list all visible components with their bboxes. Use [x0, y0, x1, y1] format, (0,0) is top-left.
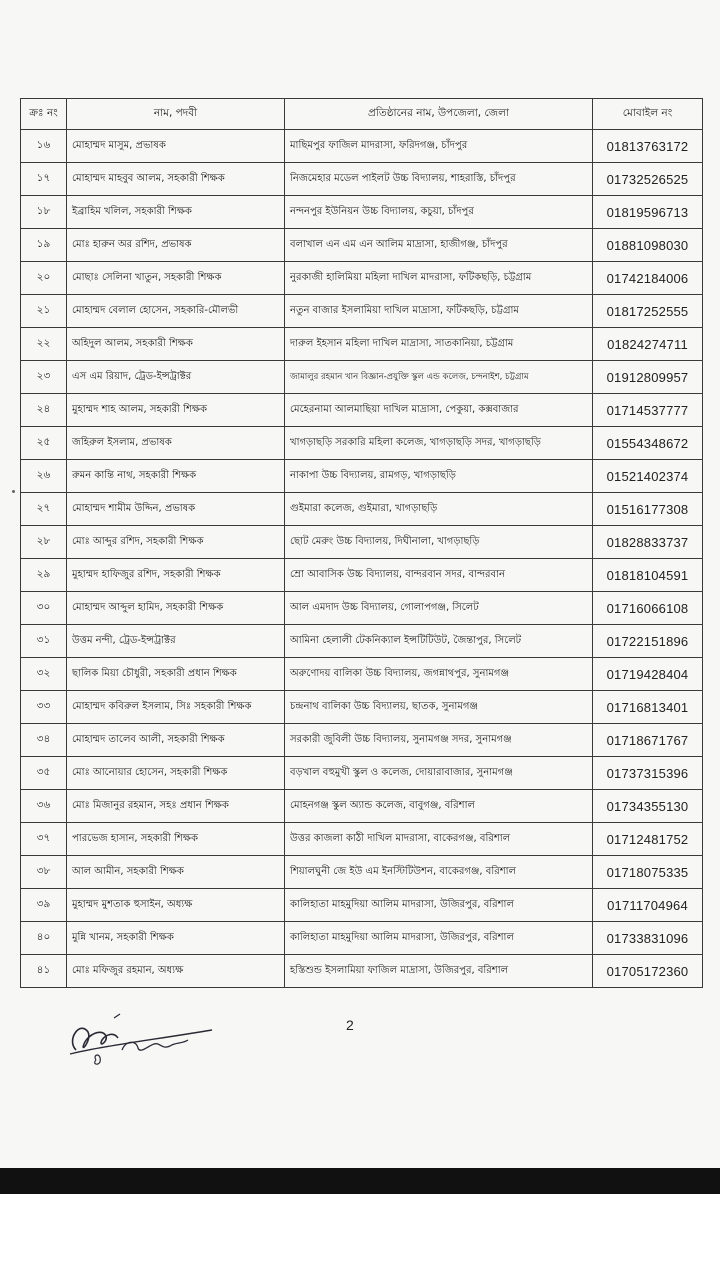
name-designation-cell: মুন্নি খানম, সহকারী শিক্ষক — [67, 922, 285, 955]
mobile-cell: 01719428404 — [593, 658, 703, 691]
mobile-cell: 01521402374 — [593, 460, 703, 493]
header-serial: ক্রঃ নং — [21, 99, 67, 130]
name-designation-cell: এস এম রিয়াদ, ট্রেড-ইন্সট্রাক্টর — [67, 361, 285, 394]
serial-cell: ১৮ — [21, 196, 67, 229]
table-row — [21, 724, 703, 757]
institution-cell: বড়খাল বহুমুখী স্কুল ও কলেজ, দোয়ারাবাজার, সুনামগঞ্জ — [285, 757, 593, 790]
name-designation-cell: উত্তম নন্দী, ট্রেড-ইন্সট্রাক্টর — [67, 625, 285, 658]
page-number: 2 — [346, 1017, 354, 1033]
institution-cell: বলাখাল এন এম এন আলিম মাদ্রাসা, হাজীগঞ্জ, চাঁদপুর — [285, 229, 593, 262]
institution-cell: উত্তর কাজলা কাঠী দাখিল মাদরাসা, বাকেরগঞ্জ, বরিশাল — [285, 823, 593, 856]
serial-cell: ২৬ — [21, 460, 67, 493]
name-designation-cell: মুহাম্মদ শাহ আলম, সহকারী শিক্ষক — [67, 394, 285, 427]
institution-cell: জামালুর রহমান খান বিজ্ঞান-প্রযুক্তি স্কুল এন্ড কলেজ, চন্দনাইশ, চট্টগ্রাম — [285, 361, 593, 394]
serial-cell: ২৮ — [21, 526, 67, 559]
name-designation-cell: জহিরুল ইসলাম, প্রভাষক — [67, 427, 285, 460]
mobile-cell: 01813763172 — [593, 130, 703, 163]
serial-cell: ৩৪ — [21, 724, 67, 757]
serial-cell: ৪০ — [21, 922, 67, 955]
table-row — [21, 493, 703, 526]
name-designation-cell: অহিদুল আলম, সহকারী শিক্ষক — [67, 328, 285, 361]
name-designation-cell: মোহাম্মদ আব্দুল হামিদ, সহকারী শিক্ষক — [67, 592, 285, 625]
serial-cell: ২৫ — [21, 427, 67, 460]
mobile-cell: 01828833737 — [593, 526, 703, 559]
name-designation-cell: রুমন কান্তি নাথ, সহকারী শিক্ষক — [67, 460, 285, 493]
table-row — [21, 361, 703, 394]
mobile-cell: 01705172360 — [593, 955, 703, 988]
serial-cell: ২৩ — [21, 361, 67, 394]
institution-cell: নন্দনপুর ইউনিয়ন উচ্চ বিদ্যালয়, কচুয়া, চাঁদপুর — [285, 196, 593, 229]
table-row — [21, 955, 703, 988]
serial-cell: ৩১ — [21, 625, 67, 658]
table-body — [21, 130, 703, 988]
name-designation-cell: ইব্রাহিম খলিল, সহকারী শিক্ষক — [67, 196, 285, 229]
mobile-cell: 01716066108 — [593, 592, 703, 625]
table-row — [21, 856, 703, 889]
institution-cell: কালিহাতা মাহমুদিয়া আলিম মাদরাসা, উজিরপুর, বরিশাল — [285, 922, 593, 955]
serial-cell: ১৭ — [21, 163, 67, 196]
institution-cell: হস্তিশুন্ড ইসলামিয়া ফাজিল মাদ্রাসা, উজিরপুর, বরিশাল — [285, 955, 593, 988]
table-row — [21, 328, 703, 361]
serial-cell: ২২ — [21, 328, 67, 361]
institution-cell: শিয়ালঘুনী জে ইউ এম ইনস্টিটিউশন, বাকেরগঞ্জ, বরিশাল — [285, 856, 593, 889]
table-row — [21, 922, 703, 955]
name-designation-cell: মোহাম্মদ কবিরুল ইসলাম, সিঃ সহকারী শিক্ষক — [67, 691, 285, 724]
bottom-border-bar — [0, 1168, 720, 1194]
institution-cell: গুইমারা কলেজ, গুইমারা, খাগড়াছড়ি — [285, 493, 593, 526]
mobile-cell: 01817252555 — [593, 295, 703, 328]
mobile-cell: 01737315396 — [593, 757, 703, 790]
table-row — [21, 262, 703, 295]
mobile-cell: 01733831096 — [593, 922, 703, 955]
table-row — [21, 229, 703, 262]
institution-cell: আমিনা হেলালী টেকনিক্যাল ইন্সটিটিউট, জৈন্তাপুর, সিলেট — [285, 625, 593, 658]
serial-cell: ৪১ — [21, 955, 67, 988]
serial-cell: ২১ — [21, 295, 67, 328]
name-designation-cell: মোহাম্মদ তালেব আলী, সহকারী শিক্ষক — [67, 724, 285, 757]
mobile-cell: 01881098030 — [593, 229, 703, 262]
mobile-cell: 01718671767 — [593, 724, 703, 757]
serial-cell: ২৪ — [21, 394, 67, 427]
serial-cell: ৩৬ — [21, 790, 67, 823]
serial-cell: ১৯ — [21, 229, 67, 262]
serial-cell: ২০ — [21, 262, 67, 295]
table-row — [21, 295, 703, 328]
mobile-cell: 01819596713 — [593, 196, 703, 229]
institution-cell: নুরকাজী হালিমিয়া মহিলা দাখিল মাদরাসা, ফটিকছড়ি, চট্টগ্রাম — [285, 262, 593, 295]
institution-cell: নাকাপা উচ্চ বিদ্যালয়, রামগড়, খাগড়াছড়ি — [285, 460, 593, 493]
table-header-row — [21, 99, 703, 130]
mobile-cell: 01818104591 — [593, 559, 703, 592]
serial-cell: ৩৩ — [21, 691, 67, 724]
name-designation-cell: মোছাঃ সেলিনা খাতুন, সহকারী শিক্ষক — [67, 262, 285, 295]
institution-cell: অরুণোদয় বালিকা উচ্চ বিদ্যালয়, জগন্নাথপুর, সুনামগঞ্জ — [285, 658, 593, 691]
institution-cell: ছোট মেরুং উচ্চ বিদ্যালয়, দিঘীনালা, খাগড়াছড়ি — [285, 526, 593, 559]
table-row — [21, 889, 703, 922]
participant-table — [20, 98, 703, 988]
name-designation-cell: আল আমীন, সহকারী শিক্ষক — [67, 856, 285, 889]
name-designation-cell: মোঃ আব্দুর রশিদ, সহকারী শিক্ষক — [67, 526, 285, 559]
mobile-cell: 01516177308 — [593, 493, 703, 526]
name-designation-cell: মুহাম্মদ মুশতাক হুসাইন, অধ্যক্ষ — [67, 889, 285, 922]
name-designation-cell: মোঃ মিজানুর রহমান, সহঃ প্রধান শিক্ষক — [67, 790, 285, 823]
name-designation-cell: মোঃ মফিজুর রহমান, অধ্যক্ষ — [67, 955, 285, 988]
serial-cell: ৩৭ — [21, 823, 67, 856]
name-designation-cell: পারভেজ হাসান, সহকারী শিক্ষক — [67, 823, 285, 856]
name-designation-cell: মোহাম্মদ বেলাল হোসেন, সহকারি-মৌলভী — [67, 295, 285, 328]
institution-cell: কালিহাতা মাহমুদিয়া আলিম মাদরাসা, উজিরপুর, বরিশাল — [285, 889, 593, 922]
mobile-cell: 01734355130 — [593, 790, 703, 823]
institution-cell: মাছিমপুর ফাজিল মাদরাসা, ফরিদগঞ্জ, চাঁদপুর — [285, 130, 593, 163]
table-row — [21, 790, 703, 823]
mobile-cell: 01912809957 — [593, 361, 703, 394]
institution-cell: সরকারী জুবিলী উচ্চ বিদ্যালয়, সুনামগঞ্জ সদর, সুনামগঞ্জ — [285, 724, 593, 757]
mobile-cell: 01742184006 — [593, 262, 703, 295]
table-row — [21, 823, 703, 856]
institution-cell: মেহেরনামা আলমাছিয়া দাখিল মাদ্রাসা, পেকুয়া, কক্সবাজার — [285, 394, 593, 427]
name-designation-cell: মোহাম্মদ মাসুম, প্রভাষক — [67, 130, 285, 163]
scan-speck — [12, 490, 15, 493]
name-designation-cell: মোঃ হারুন অর রশিদ, প্রভাষক — [67, 229, 285, 262]
mobile-cell: 01722151896 — [593, 625, 703, 658]
mobile-cell: 01554348672 — [593, 427, 703, 460]
table-row — [21, 592, 703, 625]
mobile-cell: 01732526525 — [593, 163, 703, 196]
table-row — [21, 163, 703, 196]
table-row — [21, 460, 703, 493]
mobile-cell: 01824274711 — [593, 328, 703, 361]
serial-cell: ২৭ — [21, 493, 67, 526]
mobile-cell: 01711704964 — [593, 889, 703, 922]
name-designation-cell: মোঃ আনোয়ার হোসেন, সহকারী শিক্ষক — [67, 757, 285, 790]
table-row — [21, 427, 703, 460]
mobile-cell: 01718075335 — [593, 856, 703, 889]
name-designation-cell: মুহাম্মদ হাফিজুর রশিদ, সহকারী শিক্ষক — [67, 559, 285, 592]
institution-cell: খাগড়াছড়ি সরকারি মহিলা কলেজ, খাগড়াছড়ি সদর, খাগড়াছড়ি — [285, 427, 593, 460]
table-row — [21, 625, 703, 658]
header-name: নাম, পদবী — [67, 99, 285, 130]
serial-cell: ৩২ — [21, 658, 67, 691]
table-row — [21, 559, 703, 592]
mobile-cell: 01716813401 — [593, 691, 703, 724]
serial-cell: ২৯ — [21, 559, 67, 592]
name-designation-cell: ছালিক মিয়া চৌধুরী, সহকারী প্রধান শিক্ষক — [67, 658, 285, 691]
institution-cell: আল এমদাদ উচ্চ বিদ্যালয়, গোলাপগঞ্জ, সিলেট — [285, 592, 593, 625]
table-row — [21, 691, 703, 724]
name-designation-cell: মোহাম্মদ শামীম উদ্দিন, প্রভাষক — [67, 493, 285, 526]
serial-cell: ৩০ — [21, 592, 67, 625]
serial-cell: ৩৫ — [21, 757, 67, 790]
institution-cell: দারুল ইহসান মহিলা দাখিল মাদ্রাসা, সাতকানিয়া, চট্টগ্রাম — [285, 328, 593, 361]
serial-cell: ৩৮ — [21, 856, 67, 889]
table-row — [21, 196, 703, 229]
table-row — [21, 130, 703, 163]
mobile-cell: 01712481752 — [593, 823, 703, 856]
table-row — [21, 526, 703, 559]
institution-cell: ম্রো আবাসিক উচ্চ বিদ্যালয়, বান্দরবান সদর, বান্দরবান — [285, 559, 593, 592]
table-row — [21, 757, 703, 790]
serial-cell: ১৬ — [21, 130, 67, 163]
institution-cell: নিজমেহার মডেল পাইলট উচ্চ বিদ্যালয়, শাহরাস্তি, চাঁদপুর — [285, 163, 593, 196]
serial-cell: ৩৯ — [21, 889, 67, 922]
name-designation-cell: মোহাম্মদ মাহবুব আলম, সহকারী শিক্ষক — [67, 163, 285, 196]
table-row — [21, 394, 703, 427]
header-institution: প্রতিষ্ঠানের নাম, উপজেলা, জেলা — [285, 99, 593, 130]
signature-image — [62, 1010, 222, 1074]
mobile-cell: 01714537777 — [593, 394, 703, 427]
institution-cell: চন্দ্রনাথ বালিকা উচ্চ বিদ্যালয়, ছাতক, সুনামগঞ্জ — [285, 691, 593, 724]
institution-cell: নতুন বাজার ইসলামিয়া দাখিল মাদ্রাসা, ফটিকছড়ি, চট্টগ্রাম — [285, 295, 593, 328]
table-row — [21, 658, 703, 691]
header-mobile: মোবাইল নং — [593, 99, 703, 130]
institution-cell: মোহনগঞ্জ স্কুল অ্যান্ড কলেজ, বাবুগঞ্জ, বরিশাল — [285, 790, 593, 823]
